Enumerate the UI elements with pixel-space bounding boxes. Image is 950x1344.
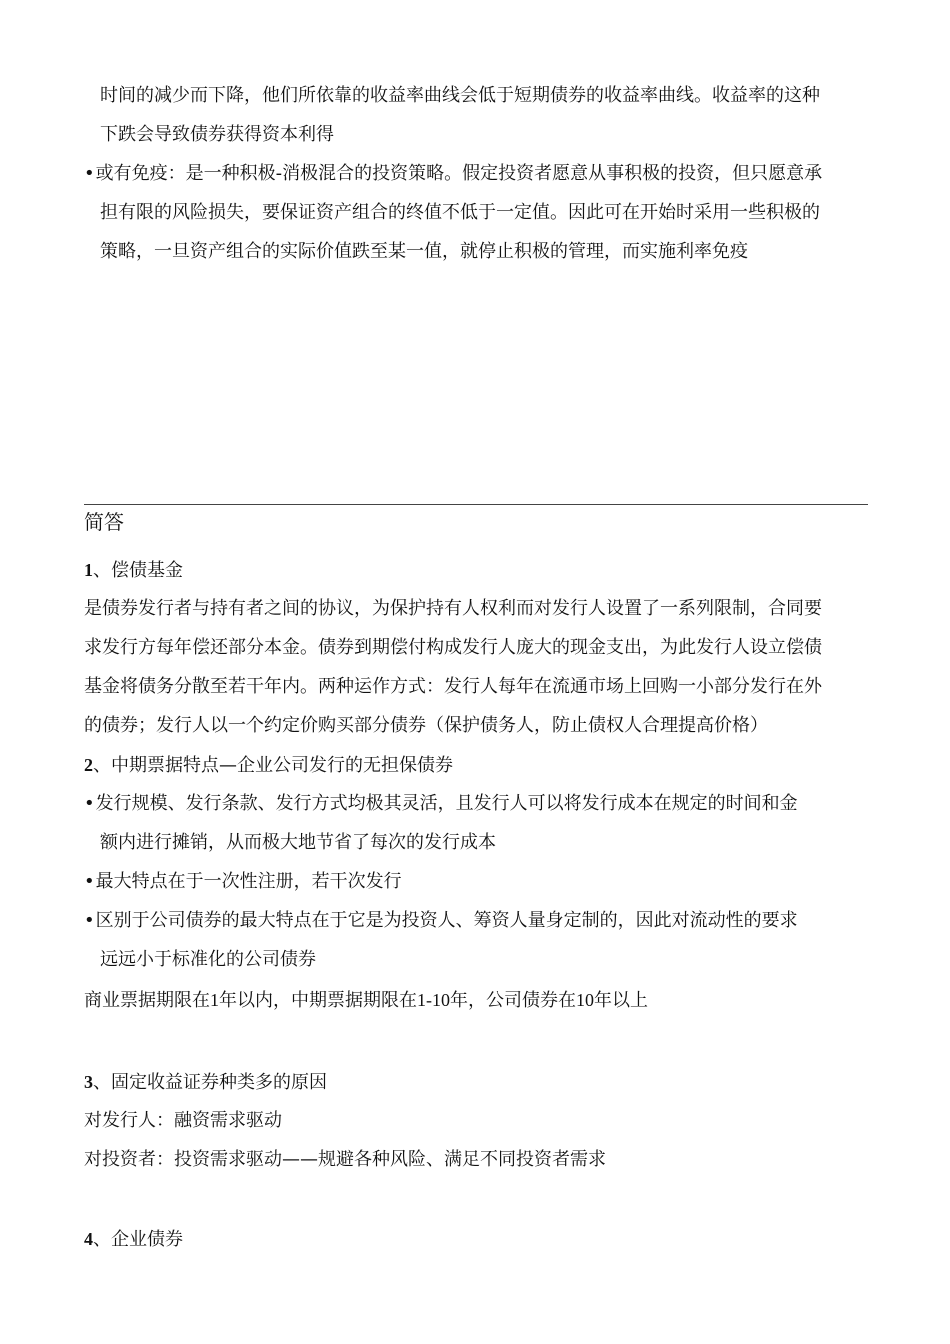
- question-heading: [84, 558, 183, 582]
- list-item: [84, 870, 402, 894]
- question-title: 、中期票据特点—企业公司发行的无担保债券: [93, 755, 453, 776]
- intro-text-line: 时间的减少而下降，他们所依靠的收益率曲线会低于短期债券的收益率曲线。收益率的这种: [100, 85, 820, 106]
- list-item: [84, 909, 798, 933]
- list-item-text: 区别于公司债券的最大特点在于它是为投资人、筹资人量身定制的，因此对流动性的要求: [95, 910, 798, 931]
- answer-line: 对发行人：融资需求驱动: [84, 1110, 282, 1131]
- contingent-text: 或有免疫：是一种积极-消极混合的投资策略。假定投资者愿意从事积极的投资，但只愿意承: [95, 163, 823, 184]
- list-item-text: 最大特点在于一次性注册，若干次发行: [95, 871, 402, 892]
- term-text: 年，公司债券在: [450, 990, 576, 1011]
- question-number: 1: [84, 560, 93, 580]
- section-divider: [84, 504, 868, 505]
- document-page: [84, 0, 868, 1344]
- list-item-text: 发行规模、发行条款、发行方式均极其灵活，且发行人可以将发行成本在规定的时间和金: [95, 793, 798, 814]
- section-title: 简答: [84, 510, 124, 534]
- question-number: 3: [84, 1072, 93, 1092]
- question-heading: [84, 1227, 183, 1251]
- contingent-text-line: 担有限的风险损失，要保证资产组合的终值不低于一定值。因此可在开始时采用一些积极的: [100, 202, 820, 223]
- question-heading: [84, 1070, 327, 1094]
- answer-line: 基金将债务分散至若干年内。两种运作方式：发行人每年在流通市场上回购一小部分发行在外: [84, 676, 822, 697]
- term-text: 年以内，中期票据期限在: [219, 990, 417, 1011]
- bullet-icon: •: [84, 871, 95, 892]
- question-number: 4: [84, 1229, 93, 1249]
- answer-line: 的债券；发行人以一个约定价购买部分债券（保护债务人，防止债权人合理提高价格）: [84, 715, 768, 736]
- term-number: 10: [576, 990, 594, 1010]
- question-heading: [84, 753, 453, 777]
- contingent-text-line: 策略，一旦资产组合的实际价值跌至某一值，就停止积极的管理，而实施利率免疫: [100, 241, 748, 262]
- term-number: 1: [210, 990, 219, 1010]
- list-item: [84, 792, 798, 816]
- question-title: 、企业债券: [93, 1229, 183, 1250]
- term-text: 年以上: [594, 990, 648, 1011]
- intro-text-line: 下跌会导致债券获得资本利得: [100, 124, 334, 145]
- term-number: 1-10: [417, 990, 450, 1010]
- contingent-immunization-item: [84, 162, 822, 186]
- question-title: 、偿债基金: [93, 560, 183, 581]
- term-comparison-line: [84, 988, 648, 1012]
- list-item-text: 远远小于标准化的公司债券: [100, 949, 316, 970]
- bullet-icon: •: [84, 910, 95, 931]
- question-number: 2: [84, 755, 93, 775]
- term-text: 商业票据期限在: [84, 990, 210, 1011]
- answer-line: 是债券发行者与持有者之间的协议，为保护持有人权利而对发行人设置了一系列限制，合同要: [84, 598, 822, 619]
- answer-line: 求发行方每年偿还部分本金。债券到期偿付构成发行人庞大的现金支出，为此发行人设立偿债: [84, 637, 822, 658]
- bullet-icon: •: [84, 163, 95, 184]
- bullet-icon: •: [84, 793, 95, 814]
- answer-line: 对投资者：投资需求驱动——规避各种风险、满足不同投资者需求: [84, 1149, 606, 1170]
- question-title: 、固定收益证券种类多的原因: [93, 1072, 327, 1093]
- list-item-text: 额内进行摊销，从而极大地节省了每次的发行成本: [100, 832, 496, 853]
